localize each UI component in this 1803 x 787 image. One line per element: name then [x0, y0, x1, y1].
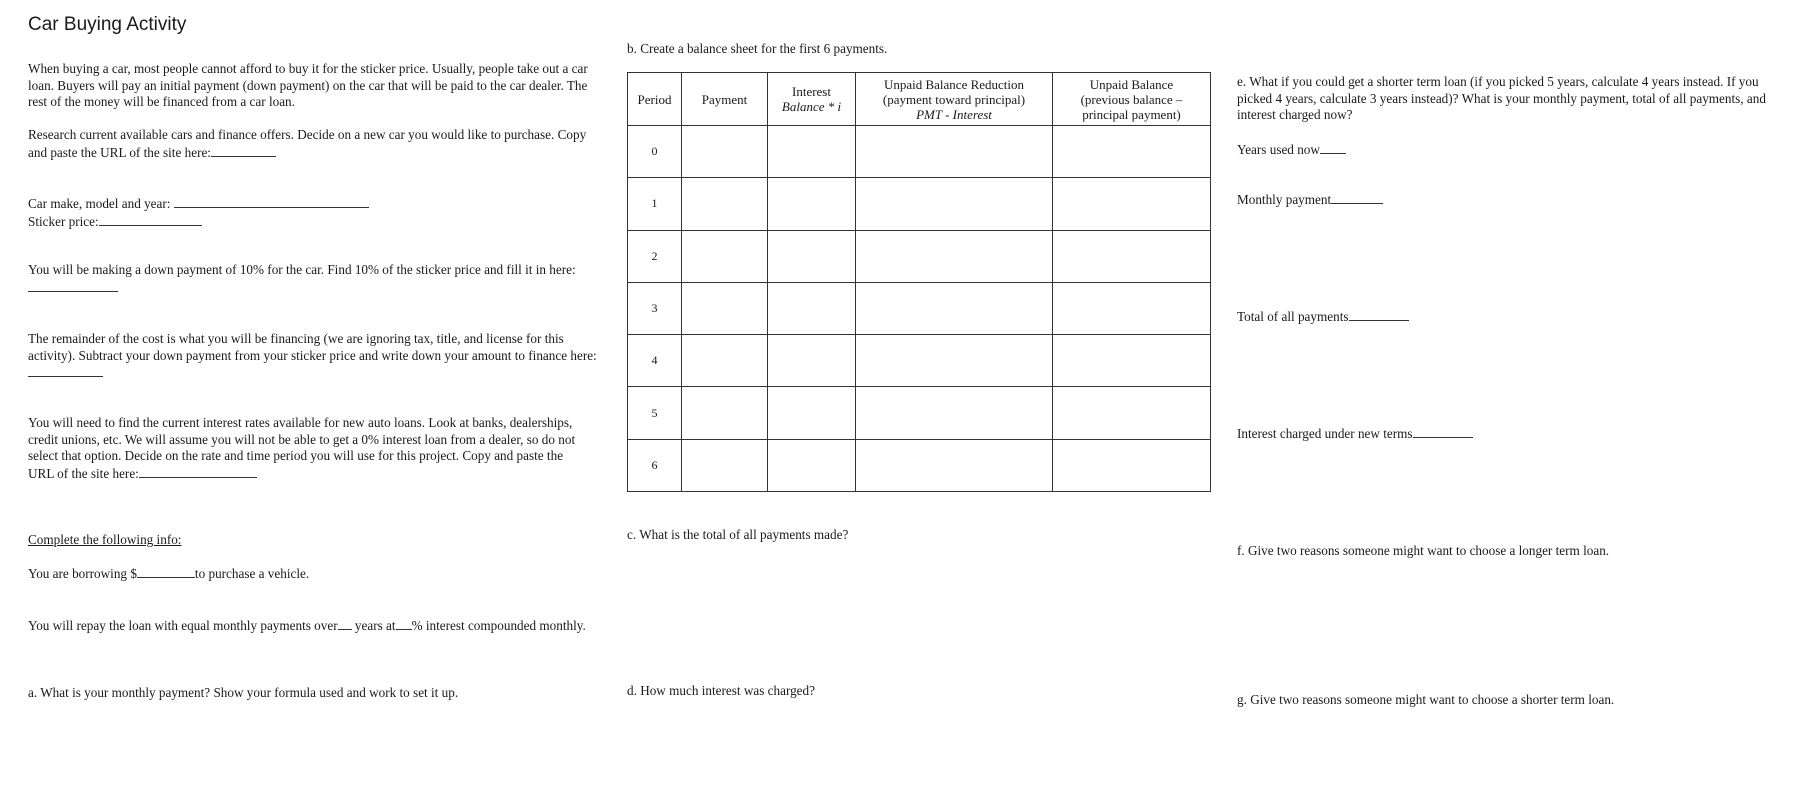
- monthly-line: [1237, 191, 1383, 209]
- question-g: g. Give two reasons someone might want to choose a shorter term loan.: [1237, 692, 1615, 707]
- payment-cell[interactable]: [682, 335, 768, 387]
- col-reduction: [856, 73, 1053, 126]
- col-interest: [768, 73, 856, 126]
- page-title: Car Buying Activity: [28, 14, 187, 35]
- period-cell: 6: [628, 439, 682, 491]
- unpaid-h3: principal payment): [1082, 106, 1181, 122]
- question-d: d. How much interest was charged?: [627, 683, 815, 698]
- table-row: [628, 282, 1211, 334]
- reduction-cell[interactable]: [856, 387, 1053, 439]
- unpaid-cell[interactable]: [1053, 126, 1211, 178]
- rate-blank[interactable]: [396, 617, 412, 630]
- intro-paragraph: When buying a car, most people cannot afford to buy it for the sticker price. Usually, people take out a car loan. Buyers will pay an initial payment (down payment) on the car that will be paid to the car dealer. The rest of the money will be financed from a car loan.: [28, 61, 588, 109]
- col-unpaid: [1053, 73, 1211, 126]
- repay-pre: You will repay the loan with equal monthly payments over: [28, 618, 338, 633]
- unpaid-cell[interactable]: [1053, 230, 1211, 282]
- sticker-label: Sticker price:: [28, 213, 99, 229]
- borrow-post: to purchase a vehicle.: [194, 566, 310, 581]
- col-payment: Payment: [682, 73, 768, 126]
- question-f: f. Give two reasons someone might want to choose a longer term loan.: [1237, 543, 1610, 558]
- interest-cell[interactable]: [768, 230, 856, 282]
- remainder-text: The remainder of the cost is what you will be financing (we are ignoring tax, title, and license for this activity). Subtract your down payment from your sticker price and write down your amount to finance here:: [28, 331, 597, 363]
- unpaid-cell[interactable]: [1053, 439, 1211, 491]
- make-blank[interactable]: [174, 195, 369, 208]
- period-cell: 4: [628, 335, 682, 387]
- question-a: a. What is your monthly payment? Show your formula used and work to set it up.: [28, 685, 459, 700]
- unpaid-h2: (previous balance –: [1080, 91, 1183, 107]
- payment-cell[interactable]: [682, 282, 768, 334]
- table-row: [628, 178, 1211, 230]
- period-cell: 0: [628, 126, 682, 178]
- unpaid-h1: Unpaid Balance: [1089, 76, 1174, 92]
- research-text: Research current available cars and finance offers. Decide on a new car you would like to purchase. Copy and paste the URL of the site here:: [28, 127, 587, 160]
- question-e: e. What if you could get a shorter term loan (if you picked 5 years, calculate 4 years instead. If you picked 4 years, calculate 3 years instead)? What is your monthly payment, total of all payments, and interest charged now?: [1237, 74, 1766, 122]
- reduction-h1: Unpaid Balance Reduction: [883, 76, 1025, 92]
- make-label: Car make, model and year:: [28, 196, 171, 211]
- period-cell: 5: [628, 387, 682, 439]
- interest-new-line: [1237, 425, 1473, 443]
- unpaid-cell[interactable]: [1053, 387, 1211, 439]
- interest-cell[interactable]: [768, 178, 856, 230]
- remainder-paragraph: [28, 331, 613, 382]
- unpaid-cell[interactable]: [1053, 178, 1211, 230]
- question-b: b. Create a balance sheet for the first 6 payments.: [627, 41, 888, 56]
- col-period: Period: [628, 73, 682, 126]
- period-cell: 3: [628, 282, 682, 334]
- table-row: [628, 387, 1211, 439]
- payment-cell[interactable]: [682, 387, 768, 439]
- table-row: [628, 335, 1211, 387]
- years-used-blank[interactable]: [1320, 141, 1346, 154]
- research-paragraph: [28, 127, 588, 161]
- interest-h2: Balance * i: [781, 99, 842, 114]
- reduction-cell[interactable]: [856, 439, 1053, 491]
- reduction-cell[interactable]: [856, 282, 1053, 334]
- payment-cell[interactable]: [682, 126, 768, 178]
- interest-paragraph: [28, 415, 588, 482]
- interest-cell[interactable]: [768, 335, 856, 387]
- interest-h1: Interest: [792, 84, 831, 99]
- repay-line: [28, 617, 588, 635]
- total-line: [1237, 308, 1409, 326]
- table-row: [628, 126, 1211, 178]
- table-row: [628, 439, 1211, 491]
- monthly-label: Monthly payment: [1237, 192, 1332, 207]
- finance-blank[interactable]: [28, 364, 103, 377]
- period-cell: 2: [628, 230, 682, 282]
- interest-new-blank[interactable]: [1413, 425, 1473, 438]
- sticker-blank[interactable]: [99, 213, 202, 226]
- total-label: Total of all payments: [1237, 309, 1349, 324]
- reduction-cell[interactable]: [856, 178, 1053, 230]
- interest-cell[interactable]: [768, 387, 856, 439]
- years-line: [1237, 141, 1346, 159]
- unpaid-cell[interactable]: [1053, 335, 1211, 387]
- reduction-h3: PMT - Interest: [916, 106, 992, 122]
- down-payment-paragraph: [28, 262, 613, 296]
- unpaid-cell[interactable]: [1053, 282, 1211, 334]
- question-c: c. What is the total of all payments made?: [627, 527, 849, 542]
- down-payment-text: You will be making a down payment of 10% for the car. Find 10% of the sticker price and fill it in here:: [28, 262, 576, 277]
- total-blank[interactable]: [1349, 308, 1409, 321]
- reduction-cell[interactable]: [856, 335, 1053, 387]
- reduction-cell[interactable]: [856, 230, 1053, 282]
- monthly-blank[interactable]: [1331, 191, 1383, 204]
- payment-cell[interactable]: [682, 230, 768, 282]
- reduction-cell[interactable]: [856, 126, 1053, 178]
- table-row: [628, 230, 1211, 282]
- payment-cell[interactable]: [682, 439, 768, 491]
- repay-post: % interest compounded monthly.: [411, 618, 586, 633]
- repay-mid: years at: [354, 618, 396, 633]
- period-cell: 1: [628, 178, 682, 230]
- reduction-h2: (payment toward principal): [882, 91, 1026, 107]
- complete-heading: Complete the following info:: [28, 532, 182, 547]
- balance-sheet-table: [627, 72, 1211, 492]
- years-label: Years used now: [1237, 142, 1320, 157]
- years-blank[interactable]: [338, 617, 352, 630]
- table-header-row: [628, 73, 1211, 126]
- borrow-pre: You are borrowing $: [28, 566, 137, 581]
- url-blank[interactable]: [211, 144, 276, 157]
- payment-cell[interactable]: [682, 178, 768, 230]
- interest-cell[interactable]: [768, 126, 856, 178]
- rate-url-blank[interactable]: [139, 465, 257, 478]
- down-payment-blank[interactable]: [28, 279, 118, 292]
- car-info-block: [28, 195, 588, 230]
- borrow-line: [28, 565, 588, 583]
- interest-new-label: Interest charged under new terms: [1237, 426, 1413, 441]
- borrow-blank[interactable]: [137, 565, 195, 578]
- interest-cell[interactable]: [768, 439, 856, 491]
- interest-cell[interactable]: [768, 282, 856, 334]
- interest-text: You will need to find the current interest rates available for new auto loans. Look at banks, dealerships, credit unions, etc. We will assume you will not be able to get a 0% interest loan from a dealer, so do not select that option. Decide on the rate and time period you will use for this project. Copy and paste the URL of the site here:: [28, 415, 576, 481]
